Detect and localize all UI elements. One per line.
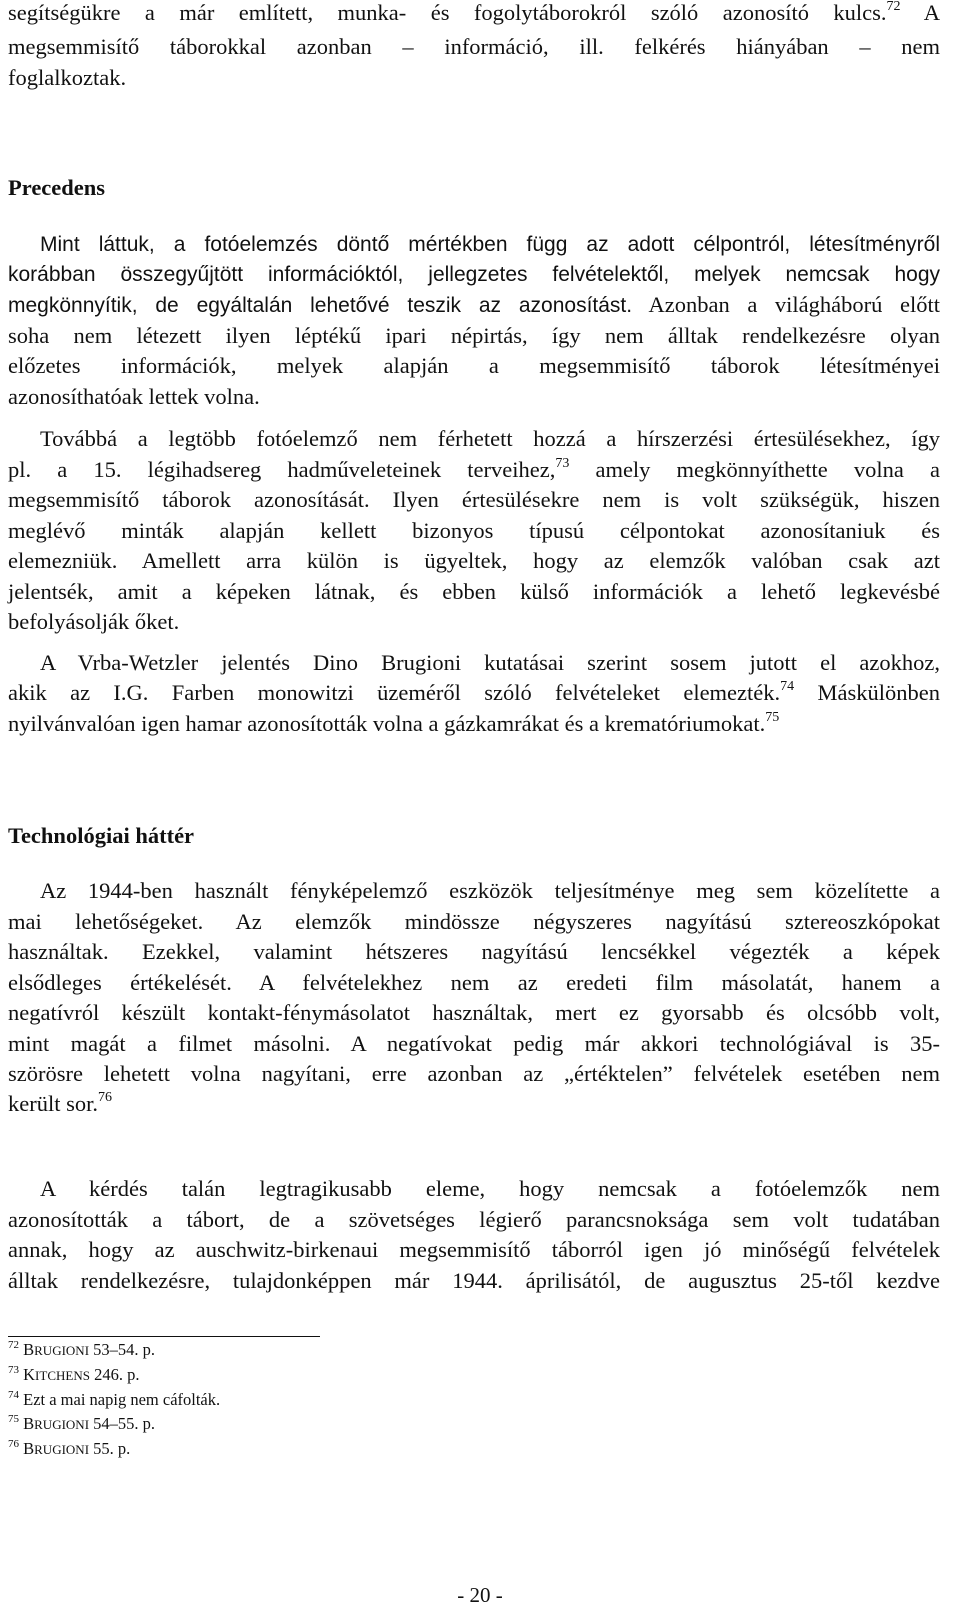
precedens-p1-line-4: soha nem létezett ilyen léptékű ipari népirtás, így nem álltak rendelkezésre olyan [8, 323, 940, 348]
footnote-76 [8, 1438, 130, 1460]
tech-line-4: elsődleges értékelését. A felvételekhez nem az eredeti film másolatát, hanem a [8, 970, 940, 995]
footnote-author-rest: ITCHENS [35, 1368, 90, 1383]
final-line-1: A kérdés talán legtragikusabb eleme, hogy nemcsak a fotóelemzők nem [40, 1176, 940, 1201]
footnote-author-initial: K [23, 1365, 36, 1384]
footnote-75 [8, 1413, 155, 1435]
precedens-p2-line-1: Továbbá a legtöbb fotóelemző nem férhetett hozzá a hírszerzési értesülésekhez, így [40, 426, 940, 451]
footnote-ref-75: 75 [765, 710, 780, 725]
precedens-p1-line-1: Mint láttuk, a fotóelemzés döntő mértékben függ az adott célpontról, létesítményről [40, 233, 940, 256]
precedens-p1-line-6: azonosíthatóak lettek volna. [8, 384, 260, 409]
footnote-ref-76: 76 [98, 1090, 112, 1105]
tech-line-8-text: került sor. [8, 1091, 98, 1116]
final-line-3: annak, hogy az auschwitz-birkenaui megsemmisítő táborról igen jó minőségű felvételek [8, 1237, 940, 1262]
footnote-author-initial: B [23, 1414, 35, 1433]
footnote-number: 76 [8, 1438, 19, 1450]
footnote-73 [8, 1364, 139, 1386]
footnote-citation: 54–55. p. [89, 1414, 156, 1433]
section-heading-technologiai: Technológiai háttér [8, 823, 195, 848]
precedens-p3-line-1: A Vrba-Wetzler jelentés Dino Brugioni kutatásai szerint sosem jutott el azokhoz, [40, 650, 940, 675]
tech-line-5: negatívról készült kontakt-fénymásolatot használtak, mert ez gyorsabb és olcsóbb volt, [8, 1000, 940, 1025]
precedens-p2-line-2a: pl. a 15. légihadsereg hadműveleteinek terveihez, [8, 457, 556, 482]
tech-line-7: szörösre lehetett volna nagyítani, erre azonban az „értéktelen” felvételek esetében nem [8, 1061, 940, 1086]
footnote-72 [8, 1339, 155, 1361]
footnote-number: 73 [8, 1364, 19, 1376]
footnote-separator [8, 1336, 320, 1337]
footnote-citation: 55. p. [89, 1439, 131, 1458]
footnote-citation: 246. p. [89, 1365, 140, 1384]
precedens-p1-line-5: előzetes információk, melyek alapján a megsemmisítő táborok létesítményei [8, 353, 940, 378]
precedens-p3-line-3 [8, 709, 940, 739]
footnote-author-rest: RUGIONI [34, 1343, 90, 1358]
intro-text-1-end: A [900, 0, 940, 25]
footnote-author-initial: B [23, 1439, 35, 1458]
tech-line-6: mint magát a filmet másolni. A negatívokat pedig már akkori technológiával is 35- [8, 1031, 940, 1056]
footnote-number: 72 [8, 1339, 19, 1351]
section-heading-precedens: Precedens [8, 175, 106, 200]
final-line-2: azonosították a tábort, de a szövetséges légierő parancsnoksága sem volt tudatában [8, 1207, 940, 1232]
tech-line-8 [8, 1089, 940, 1119]
footnote-ref-73: 73 [555, 456, 570, 471]
intro-line-3: foglalkoztak. [8, 65, 127, 90]
precedens-p3-line-2 [8, 678, 940, 708]
intro-text-1: segítségükre a már említett, munka- és fogolytáborokról szóló azonosító kulcs. [8, 0, 887, 25]
footnote-number: 75 [8, 1413, 19, 1425]
precedens-p3-line-2a: akik az I.G. Farben monowitzi üzeméről szóló felvételeket elemezték. [8, 680, 781, 705]
precedens-p3-line-2b: Máskülönben [794, 680, 940, 705]
footnote-text: Ezt a mai napig nem cáfolták. [23, 1390, 221, 1409]
precedens-p3-line-3a: nyilvánvalóan igen hamar azonosították volna a gázkamrákat és a krematóriumokat. [8, 711, 766, 736]
tech-line-1: Az 1944-ben használt fényképelemző eszközök teljesítménye meg sem közelítette a [40, 878, 940, 903]
intro-line-1 [8, 0, 940, 28]
footnote-author-rest: RUGIONI [34, 1417, 90, 1432]
footnote-author-initial: B [23, 1340, 35, 1359]
final-line-4: álltak rendelkezésre, tulajdonképpen már 1944. áprilisától, de augusztus 25-től kezdve [8, 1268, 940, 1293]
tech-line-3: használtak. Ezekkel, valamint hétszeres nagyítású lencsékkel végezték a képek [8, 939, 940, 964]
precedens-p2-line-2 [8, 455, 940, 485]
precedens-p2-line-5: elemezniük. Amellett arra külön is ügyeltek, hogy az elemzők valóban csak azt [8, 548, 940, 573]
footnote-number: 74 [8, 1389, 19, 1401]
precedens-p1-line-3 [8, 290, 940, 320]
precedens-p2-line-6: jelentsék, amit a képeken látnak, és ebben külső információk a lehető legkevésbé [8, 579, 940, 604]
page-number: - 20 - [457, 1583, 503, 1607]
tech-line-2: mai lehetőségeket. Az elemzők mindössze négyszeres nagyítású sztereoszkópokat [8, 909, 940, 934]
precedens-p1-line-3a: megkönnyítik, de egyáltalán lehetővé teszik az azonosítást. [8, 294, 633, 317]
precedens-p2-line-4: meglévő minták alapján kellett bizonyos típusú célpontokat azonosítaniuk és [8, 518, 940, 543]
precedens-p2-line-7: befolyásolják őket. [8, 609, 180, 634]
footnote-ref-72: 72 [886, 0, 901, 14]
intro-line-2: megsemmisítő táborokkal azonban – információ, ill. felkérés hiányában – nem [8, 34, 940, 59]
footnote-ref-74: 74 [780, 679, 795, 694]
precedens-p1-line-2: korábban összegyűjtött információktól, jellegzetes felvételektől, melyek nemcsak hogy [8, 263, 940, 286]
precedens-p1-line-3b: Azonban a világháború előtt [648, 292, 940, 317]
precedens-p2-line-3: megsemmisítő táborok azonosítását. Ilyen értesülésekre nem is volt szükségük, hiszen [8, 487, 940, 512]
footnote-author-rest: RUGIONI [34, 1442, 90, 1457]
footnote-citation: 53–54. p. [89, 1340, 156, 1359]
precedens-p2-line-2b: amely megkönnyíthette volna a [569, 457, 940, 482]
footnote-74 [8, 1389, 220, 1411]
